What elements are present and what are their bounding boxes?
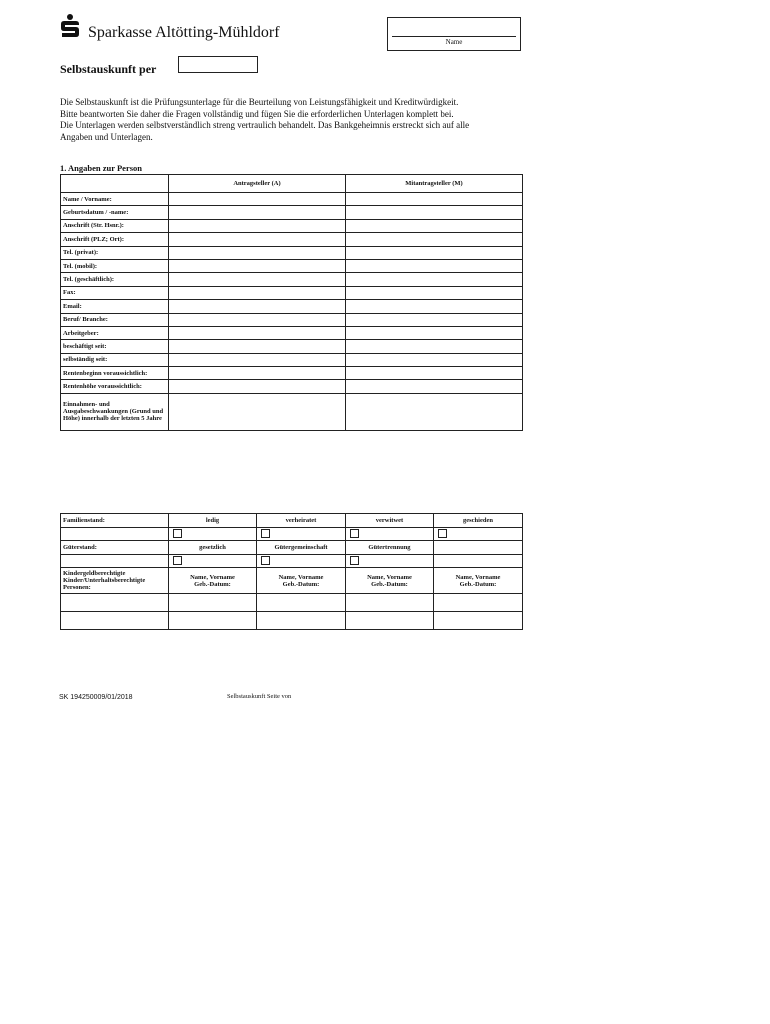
applicant-input[interactable]	[169, 273, 346, 286]
row-label: Geburtsdatum / -name:	[61, 206, 169, 219]
goods-status-label: Güterstand:	[61, 541, 169, 555]
co-applicant-input[interactable]	[346, 367, 523, 380]
header-empty-cell	[61, 175, 169, 193]
table-row	[61, 300, 523, 313]
co-applicant-input[interactable]	[346, 233, 523, 246]
children-date-label: Geb.-Datum:	[282, 580, 320, 588]
family-option-label: ledig	[169, 514, 257, 528]
row-label: Email:	[61, 300, 169, 313]
row-label: beschäftigt seit:	[61, 340, 169, 353]
co-applicant-input[interactable]	[346, 393, 523, 430]
applicant-input[interactable]	[169, 326, 346, 339]
checkbox-geschieden[interactable]	[438, 529, 447, 538]
applicant-input[interactable]	[169, 259, 346, 272]
checkbox-verheiratet[interactable]	[261, 529, 270, 538]
row-label: Anschrift (PLZ; Ort):	[61, 233, 169, 246]
children-col-header	[434, 568, 523, 594]
applicant-input[interactable]	[169, 206, 346, 219]
row-label: Beruf/ Branche:	[61, 313, 169, 326]
applicant-input[interactable]	[169, 286, 346, 299]
children-name-label: Name, Vorname	[367, 573, 412, 581]
children-input-a[interactable]	[61, 594, 169, 612]
children-col-header	[257, 568, 346, 594]
children-input[interactable]	[346, 594, 434, 612]
checkbox-verwitwet[interactable]	[350, 529, 359, 538]
row-label: Anschrift (Str. Hsnr.):	[61, 219, 169, 232]
row-label: Fax:	[61, 286, 169, 299]
co-applicant-input[interactable]	[346, 193, 523, 206]
empty-cell	[434, 554, 523, 568]
applicant-input[interactable]	[169, 353, 346, 366]
table-row	[61, 367, 523, 380]
table-row	[61, 219, 523, 232]
sparkasse-logo-icon	[60, 14, 80, 38]
name-label: Name	[445, 38, 463, 46]
goods-option-label: gesetzlich	[169, 541, 257, 555]
person-table	[60, 174, 523, 431]
children-entry-row	[61, 612, 523, 630]
family-option-label: verwitwet	[346, 514, 434, 528]
section-title-person: 1. Angaben zur Person	[60, 163, 143, 173]
intro-line: Die Unterlagen werden selbstverständlich streng vertraulich behandelt. Das Bankgeheimnis erstreckt sich auf alle	[60, 120, 470, 130]
family-option-label: geschieden	[434, 514, 523, 528]
co-applicant-input[interactable]	[346, 286, 523, 299]
checkbox-cell	[257, 527, 346, 541]
row-label: Tel. (geschäftlich):	[61, 273, 169, 286]
children-header-row	[61, 568, 523, 594]
co-applicant-input[interactable]	[346, 326, 523, 339]
co-applicant-input[interactable]	[346, 206, 523, 219]
checkbox-cell	[169, 554, 257, 568]
children-input[interactable]	[169, 612, 257, 630]
row-label: Rentenbeginn voraussichtlich:	[61, 367, 169, 380]
row-label: Rentenhöhe voraussichtlich:	[61, 380, 169, 393]
children-date-label: Geb.-Datum:	[194, 580, 231, 588]
children-name-label: Name, Vorname	[455, 573, 501, 581]
empty-cell	[61, 554, 169, 568]
checkbox-gesetzlich[interactable]	[173, 556, 182, 565]
table-row	[61, 206, 523, 219]
table-row	[61, 233, 523, 246]
family-status-label: Familienstand:	[61, 514, 169, 528]
row-label: Tel. (privat):	[61, 246, 169, 259]
children-date-label: Geb.-Datum:	[459, 580, 497, 588]
row-label: Arbeitgeber:	[61, 326, 169, 339]
checkbox-guetergemeinschaft[interactable]	[261, 556, 270, 565]
children-input[interactable]	[257, 612, 346, 630]
children-date-label: Geb.-Datum:	[371, 580, 408, 588]
header-applicant: Antragsteller (A)	[169, 175, 346, 193]
applicant-input[interactable]	[169, 380, 346, 393]
applicant-input[interactable]	[169, 367, 346, 380]
family-checkbox-row	[61, 527, 523, 541]
bank-name: Sparkasse Altötting-Mühldorf	[88, 24, 280, 41]
children-input[interactable]	[257, 594, 346, 612]
intro-line: Bitte beantworten Sie daher die Fragen vollständig und fügen Sie die erforderlichen Unterlagen komplett bei.	[60, 108, 454, 119]
table-row	[61, 326, 523, 339]
applicant-input[interactable]	[169, 393, 346, 430]
applicant-input[interactable]	[169, 340, 346, 353]
applicant-input[interactable]	[169, 246, 346, 259]
name-field[interactable]	[387, 17, 521, 51]
checkbox-cell	[169, 527, 257, 541]
table-row	[61, 393, 523, 430]
applicant-input[interactable]	[169, 193, 346, 206]
co-applicant-input[interactable]	[346, 259, 523, 272]
intro-line: Die Selbstauskunft ist die Prüfungsunterlage für die Beurteilung von Leistungsfähigkeit und Kreditwürdigkeit.	[60, 97, 459, 107]
children-name-label: Name, Vorname	[278, 573, 324, 581]
children-col-header	[346, 568, 434, 594]
row-label: selbständig seit:	[61, 353, 169, 366]
co-applicant-input[interactable]	[346, 313, 523, 326]
children-input[interactable]	[434, 594, 523, 612]
table-row	[61, 273, 523, 286]
family-option-label: verheiratet	[257, 514, 346, 528]
checkbox-guetertrennung[interactable]	[350, 556, 359, 565]
table-row	[61, 353, 523, 366]
row-label: Name / Vorname:	[61, 193, 169, 206]
children-input[interactable]	[434, 612, 523, 630]
empty-cell	[61, 527, 169, 541]
row-label: Einnahmen- und Ausgabeschwankungen (Grund und Höhe) innerhalb der letzten 5 Jahre	[61, 393, 169, 430]
intro-line: Angaben und Unterlagen.	[60, 131, 153, 142]
name-line	[392, 36, 516, 37]
co-applicant-input[interactable]	[346, 273, 523, 286]
empty-cell	[434, 541, 523, 555]
table-row	[61, 313, 523, 326]
per-date-field[interactable]	[178, 56, 258, 73]
co-applicant-input[interactable]	[346, 340, 523, 353]
table-row	[61, 246, 523, 259]
checkbox-cell	[257, 554, 346, 568]
table-header-row	[61, 175, 523, 193]
goods-option-label: Gütertrennung	[346, 541, 434, 555]
page-indicator: Selbstauskunft Seite von	[227, 693, 292, 700]
family-table	[60, 513, 523, 630]
applicant-input[interactable]	[169, 219, 346, 232]
checkbox-cell	[434, 527, 523, 541]
children-input[interactable]	[346, 612, 434, 630]
children-input-m[interactable]	[61, 612, 169, 630]
goods-checkbox-row	[61, 554, 523, 568]
applicant-input[interactable]	[169, 313, 346, 326]
children-name-label: Name, Vorname	[190, 573, 235, 581]
children-entry-row	[61, 594, 523, 612]
page-title: Selbstauskunft per	[60, 62, 157, 76]
co-applicant-input[interactable]	[346, 219, 523, 232]
table-row	[61, 340, 523, 353]
co-applicant-input[interactable]	[346, 300, 523, 313]
goods-status-row	[61, 541, 523, 555]
intro-text	[60, 97, 530, 143]
applicant-input[interactable]	[169, 300, 346, 313]
children-col-header	[169, 568, 257, 594]
family-status-row	[61, 514, 523, 528]
checkbox-cell	[346, 554, 434, 568]
checkbox-ledig[interactable]	[173, 529, 182, 538]
goods-option-label: Gütergemeinschaft	[257, 541, 346, 555]
children-input[interactable]	[169, 594, 257, 612]
checkbox-cell	[346, 527, 434, 541]
header-co-applicant: Mitantragsteller (M)	[346, 175, 523, 193]
table-row	[61, 193, 523, 206]
table-row	[61, 259, 523, 272]
co-applicant-input[interactable]	[346, 246, 523, 259]
table-row	[61, 380, 523, 393]
children-label: Kindergeldberechtigte Kinder/Unterhaltsberechtigte Personen:	[61, 568, 169, 594]
co-applicant-input[interactable]	[346, 380, 523, 393]
applicant-input[interactable]	[169, 233, 346, 246]
form-id: SK 194250009/01/2018	[59, 694, 133, 701]
row-label: Tel. (mobil):	[61, 259, 169, 272]
co-applicant-input[interactable]	[346, 353, 523, 366]
table-row	[61, 286, 523, 299]
